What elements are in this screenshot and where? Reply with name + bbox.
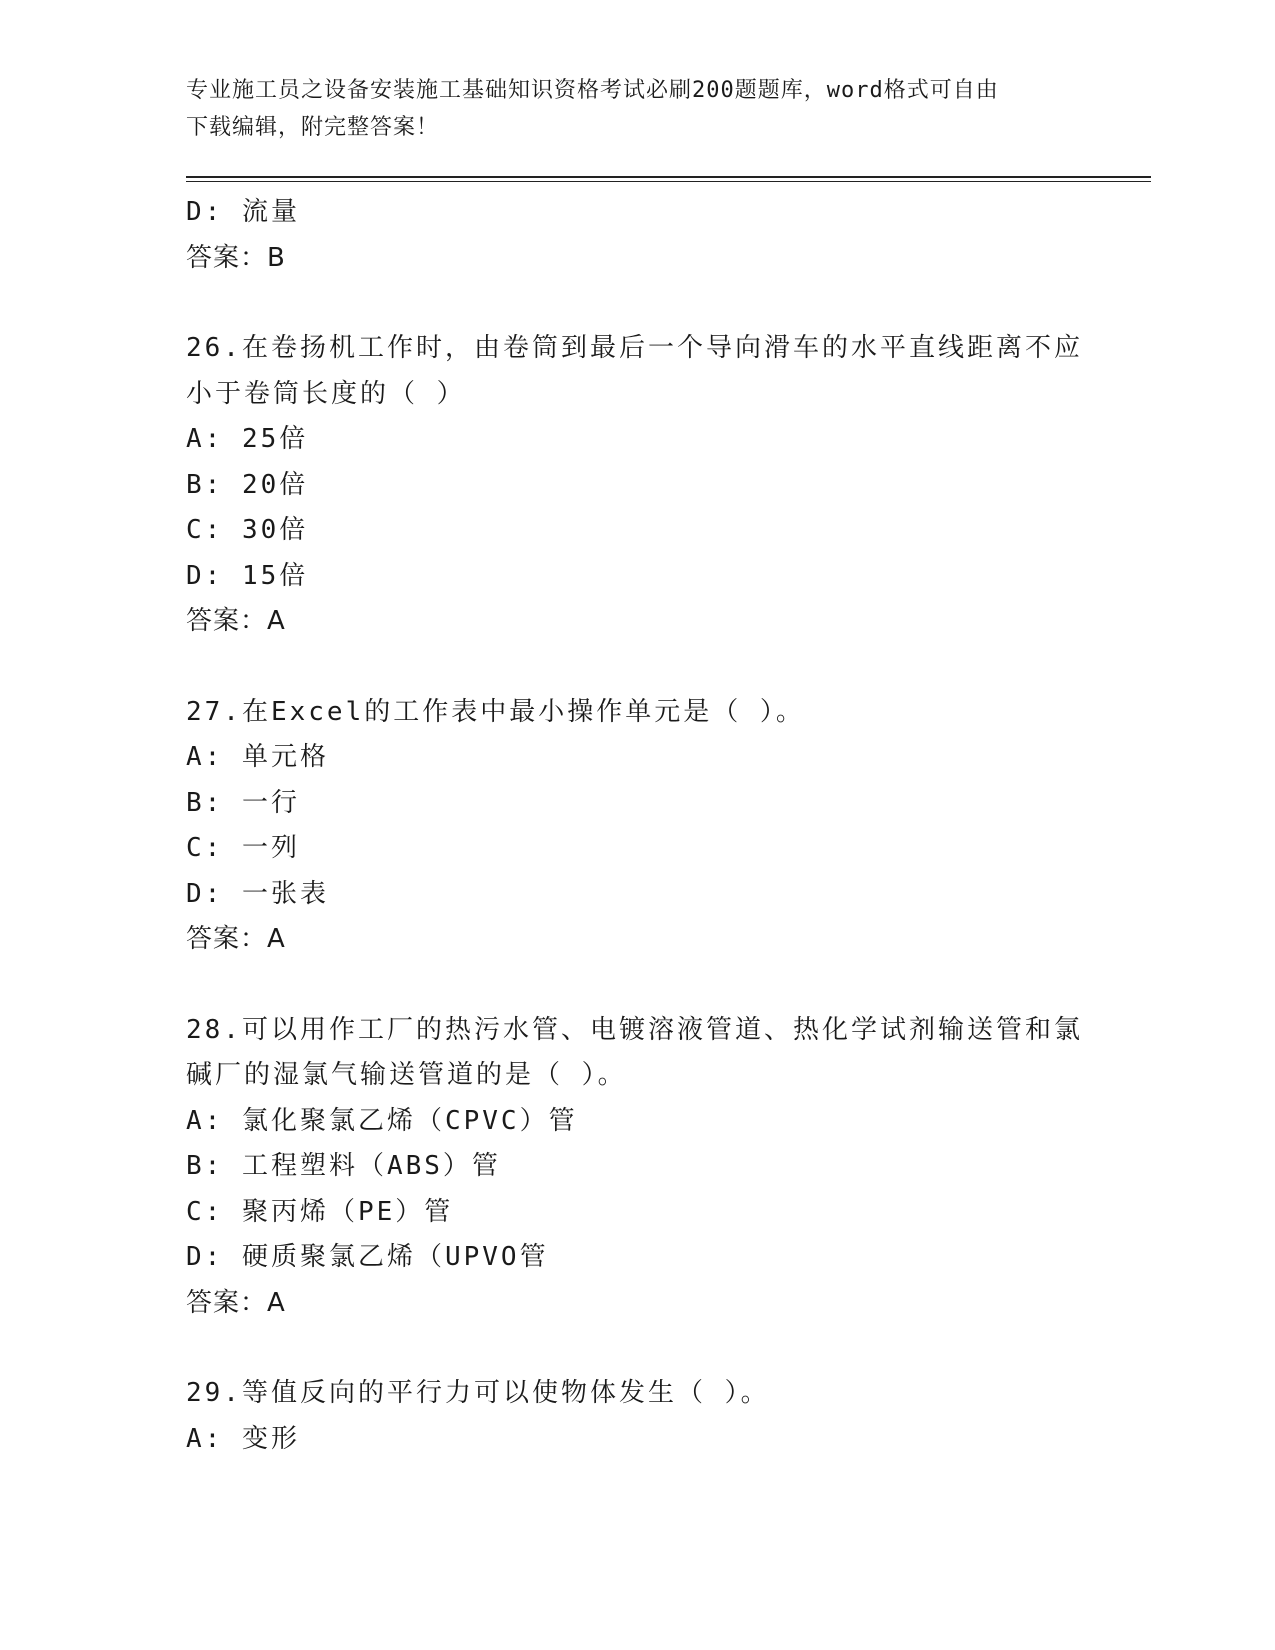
spacer: [186, 645, 1106, 690]
question-block-25-tail: [186, 190, 1106, 281]
option-a: A: 氯化聚氯乙烯（CPVC）管: [186, 1105, 578, 1136]
option-d: D: 一张表: [186, 878, 329, 909]
question-stem: 27.在Excel的工作表中最小操作单元是（ ）。: [186, 696, 805, 727]
header-title-line-2: 下载编辑，附完整答案！: [186, 115, 440, 140]
header-divider-thick: [186, 176, 1151, 178]
option-a: A: 变形: [186, 1423, 300, 1454]
option-d: D: 硬质聚氯乙烯（UPVO管: [186, 1242, 549, 1272]
option-a: A: 25倍: [186, 424, 309, 454]
question-stem: 碱厂的湿氯气输送管道的是（ ）。: [186, 1060, 627, 1090]
spacer: [186, 281, 1106, 326]
answer-line: 答案：A: [186, 924, 286, 954]
question-stem: 29.等值反向的平行力可以使物体发生（ ）。: [186, 1378, 770, 1408]
question-block-27: [186, 690, 1106, 963]
answer-line: 答案：B: [186, 242, 286, 273]
question-stem: 小于卷筒长度的（ ）: [186, 378, 466, 409]
option-c: C: 30倍: [186, 515, 309, 545]
spacer: [186, 963, 1106, 1008]
question-stem: 26.在卷扬机工作时，由卷筒到最后一个导向滑车的水平直线距离不应: [186, 333, 1083, 363]
option-b: B: 20倍: [186, 469, 309, 500]
answer-line: 答案：A: [186, 1287, 286, 1318]
question-stem: 28.可以用作工厂的热污水管、电镀溶液管道、热化学试剂输送管和氯: [186, 1014, 1083, 1045]
option-d: D: 流量: [186, 197, 300, 227]
document-header: [186, 72, 1086, 146]
option-b: B: 一行: [186, 787, 300, 818]
question-list: [186, 190, 1106, 1462]
question-block-28: [186, 1008, 1106, 1327]
option-d: D: 15倍: [186, 560, 309, 591]
option-a: A: 单元格: [186, 742, 329, 772]
option-c: C: 聚丙烯（PE）管: [186, 1196, 454, 1227]
spacer: [186, 1326, 1106, 1371]
header-divider-thin: [186, 181, 1151, 182]
header-title-line-1: 专业施工员之设备安装施工基础知识资格考试必刷200题题库，word格式可自由: [186, 78, 999, 103]
option-b: B: 工程塑料（ABS）管: [186, 1151, 501, 1181]
option-c: C: 一列: [186, 833, 300, 863]
answer-line: 答案：A: [186, 606, 286, 636]
question-block-29: [186, 1371, 1106, 1462]
question-block-26: [186, 326, 1106, 645]
